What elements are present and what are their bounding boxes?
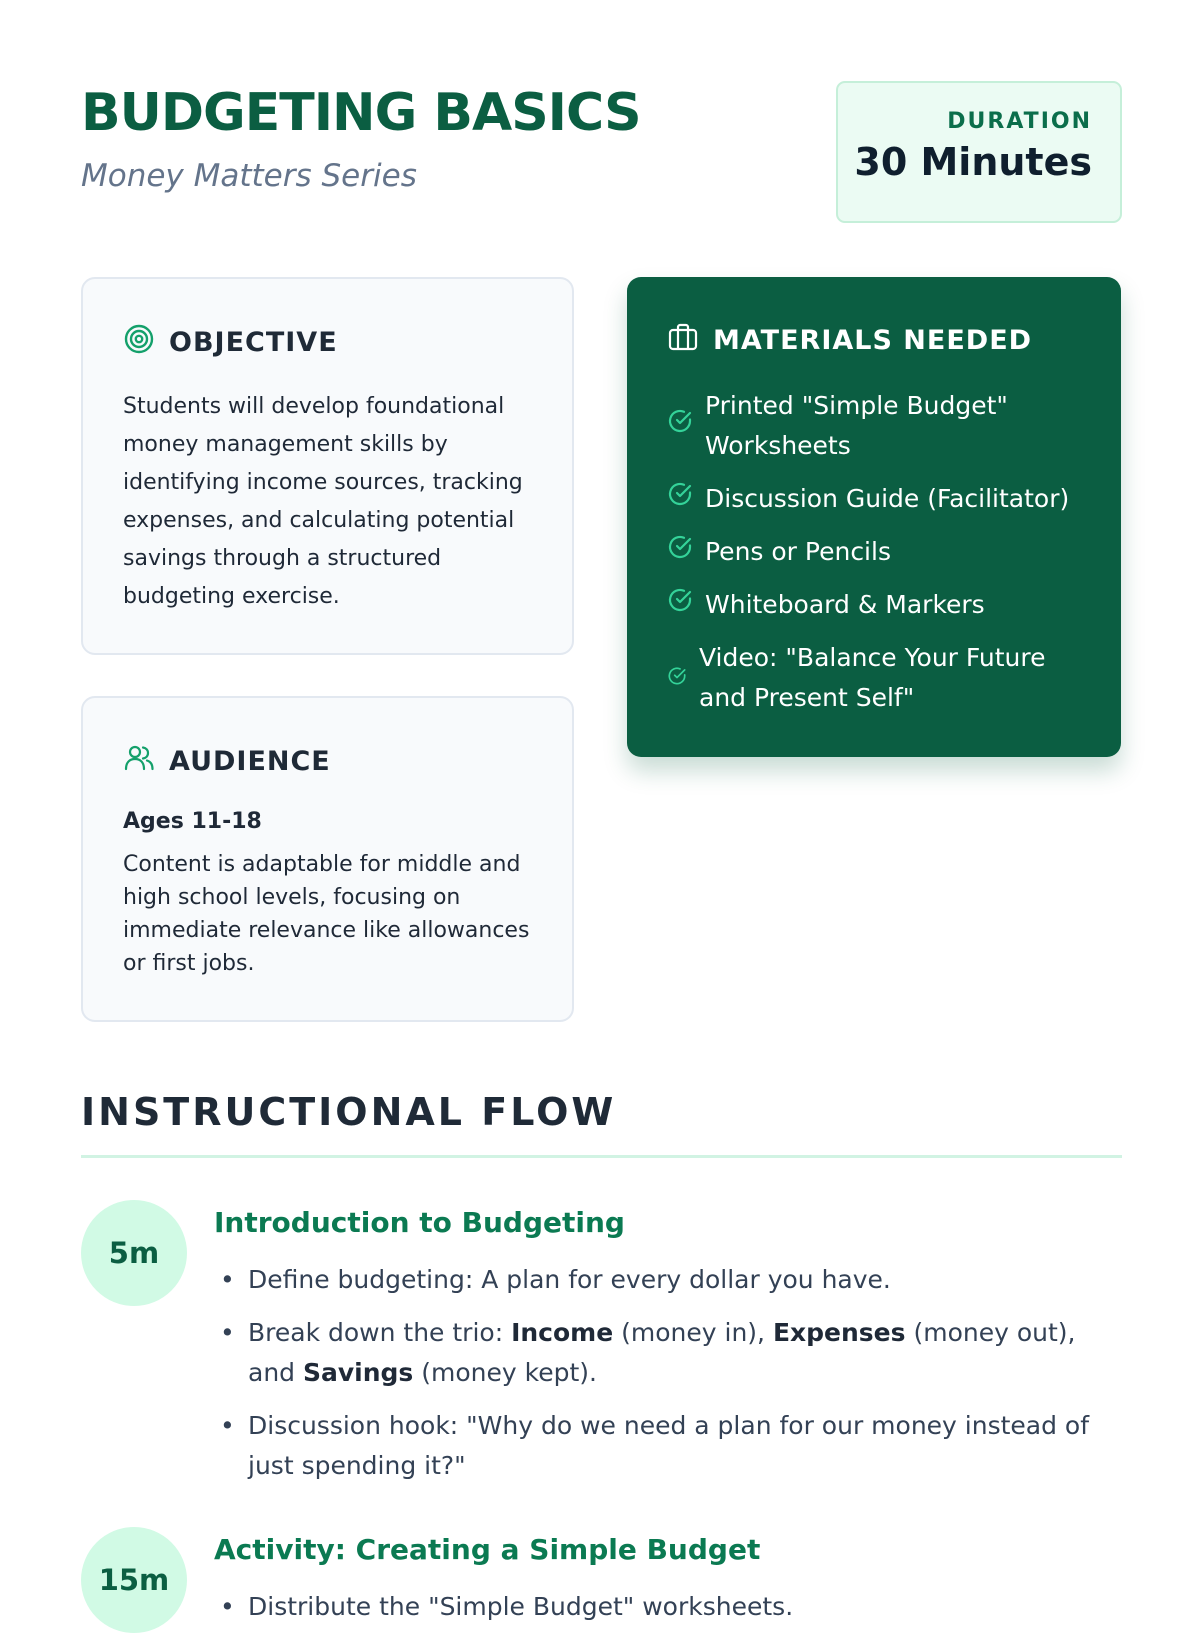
duration-label: DURATION	[947, 109, 1092, 134]
materials-list	[667, 386, 1081, 718]
flow-divider	[81, 1155, 1122, 1158]
check-circle-icon	[667, 532, 693, 572]
bullet-text: (money out), and	[248, 1318, 1076, 1387]
materials-item	[667, 585, 1081, 625]
check-circle-icon	[667, 479, 693, 519]
step-bullet	[214, 1587, 1122, 1627]
materials-heading: MATERIALS NEEDED	[713, 325, 1033, 356]
page-title: BUDGETING BASICS	[81, 83, 641, 143]
check-circle-icon	[667, 585, 693, 625]
materials-item-label: Printed "Simple Budget" Worksheets	[705, 391, 1008, 460]
objective-heading-row	[123, 323, 532, 362]
bullet-text: (money kept).	[413, 1358, 597, 1387]
materials-item-label: Pens or Pencils	[705, 537, 891, 566]
audience-text: Content is adaptable for middle and high school levels, focusing on immediate relevance like allowances or first jobs.	[123, 852, 530, 976]
step-bullet	[214, 1313, 1122, 1393]
step-duration-badge: 5m	[81, 1200, 187, 1306]
materials-item	[667, 638, 1081, 718]
materials-item	[667, 532, 1081, 572]
check-circle-icon	[667, 406, 693, 446]
bullet-text: Define budgeting: A plan for every dollar you have.	[248, 1265, 891, 1294]
step-bullet	[214, 1260, 1122, 1300]
materials-item-label: Whiteboard & Markers	[705, 590, 985, 619]
materials-item-label: Video: "Balance Your Future and Present Self"	[699, 643, 1046, 712]
page-header	[81, 80, 1122, 230]
users-icon	[123, 742, 155, 781]
materials-card	[627, 277, 1121, 757]
page-subtitle: Money Matters Series	[81, 158, 417, 194]
bullet-text: Discussion hook: "Why do we need a plan for our money instead of just spending it?"	[248, 1411, 1090, 1480]
step-bullet-list	[214, 1587, 1122, 1627]
duration-value: 30 Minutes	[854, 140, 1092, 184]
audience-card	[81, 696, 574, 1022]
step-title: Introduction to Budgeting	[214, 1206, 625, 1239]
materials-item	[667, 479, 1081, 519]
bullet-term-income: Income	[511, 1318, 614, 1347]
bullet-term-savings: Savings	[302, 1358, 414, 1387]
bullet-term-expenses: Expenses	[772, 1318, 906, 1347]
audience-heading: AUDIENCE	[169, 746, 331, 777]
step-duration-badge: 15m	[81, 1527, 187, 1633]
audience-ages: Ages 11-18	[123, 809, 262, 834]
bullet-text: (money in),	[613, 1318, 773, 1347]
materials-item-label: Discussion Guide (Facilitator)	[705, 484, 1070, 513]
materials-heading-row	[667, 321, 1081, 360]
step-body	[214, 1527, 1122, 1640]
objective-card	[81, 277, 574, 655]
duration-box	[836, 81, 1122, 223]
flow-heading: INSTRUCTIONAL FLOW	[81, 1090, 617, 1134]
check-circle-icon	[667, 658, 687, 698]
briefcase-icon	[667, 321, 699, 360]
audience-heading-row	[123, 742, 532, 781]
objective-text: Students will develop foundational money management skills by identifying income sources, tracking expenses, and calculating potential savings through a structured budgeting exercise.	[123, 394, 523, 609]
step-body	[214, 1200, 1122, 1499]
step-title: Activity: Creating a Simple Budget	[214, 1533, 761, 1566]
objective-heading: OBJECTIVE	[169, 327, 338, 358]
bullet-text: Distribute the "Simple Budget" worksheets.	[248, 1592, 794, 1621]
bullet-text: Break down the trio:	[248, 1318, 512, 1347]
target-icon	[123, 323, 155, 362]
step-bullet-list	[214, 1260, 1122, 1486]
step-bullet	[214, 1406, 1122, 1486]
materials-item	[667, 386, 1081, 466]
